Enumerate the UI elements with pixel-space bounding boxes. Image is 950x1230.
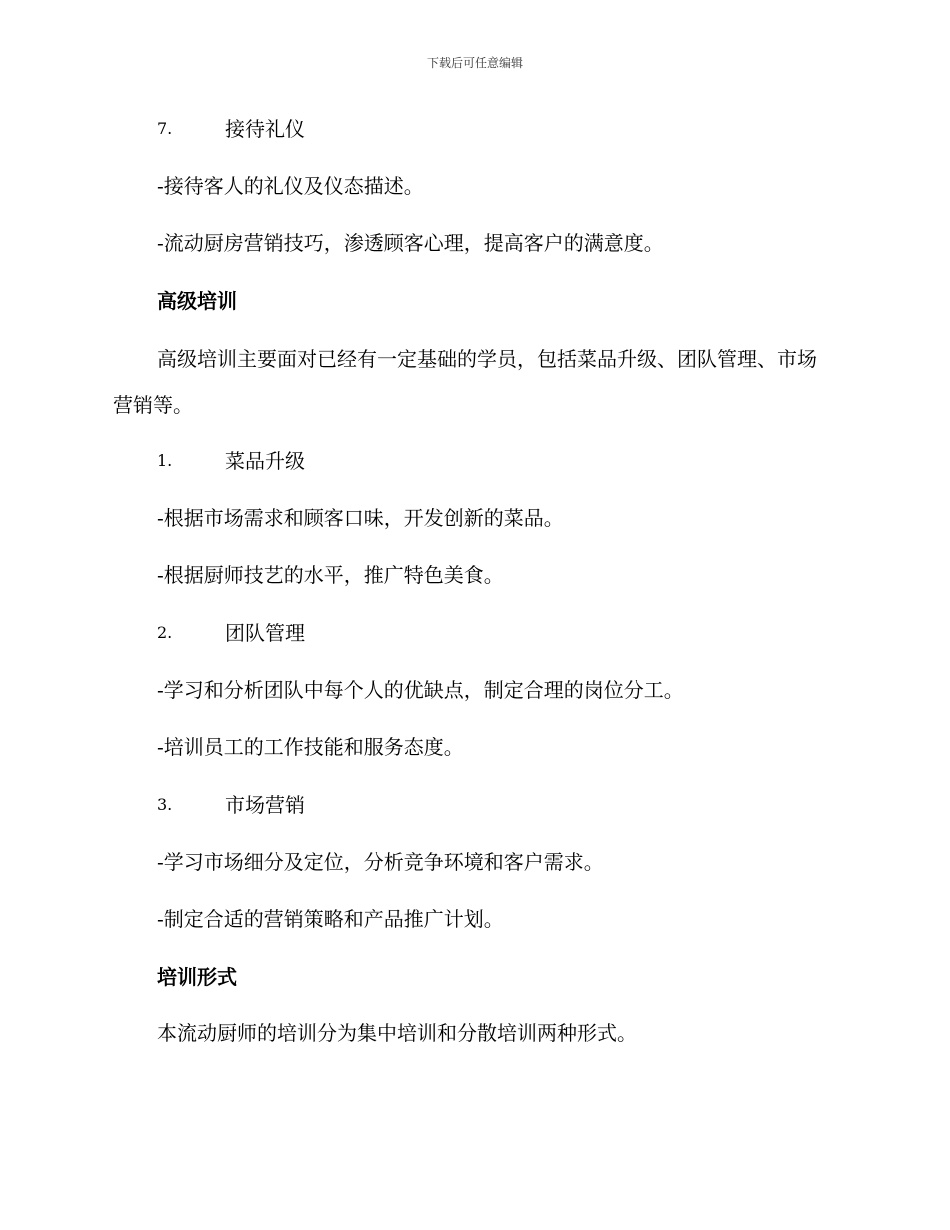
item-title: 团队管理 xyxy=(225,621,305,645)
bullet-line: -根据市场需求和顾客口味，开发创新的菜品。 xyxy=(157,506,564,530)
bullet-line: -接待客人的礼仪及仪态描述。 xyxy=(157,174,424,198)
section-heading: 培训形式 xyxy=(157,965,237,989)
item-number: 3. xyxy=(157,795,173,814)
page-header: 下载后可任意编辑 xyxy=(426,56,523,70)
bullet-line: -流动厨房营销技巧，渗透顾客心理，提高客户的满意度。 xyxy=(157,231,664,255)
paragraph: 本流动厨师的培训分为集中培训和分散培训两种形式。 xyxy=(157,1021,637,1045)
bullet-line: -培训员工的工作技能和服务态度。 xyxy=(157,735,464,759)
paragraph: 高级培训主要面对已经有一定基础的学员，包括菜品升级、团队管理、市场营销等。 xyxy=(113,347,817,417)
bullet-line: -制定合适的营销策略和产品推广计划。 xyxy=(157,907,504,931)
item-title: 市场营销 xyxy=(225,793,305,817)
item-number: 2. xyxy=(157,623,173,642)
bullet-line: -学习市场细分及定位，分析竞争环境和客户需求。 xyxy=(157,850,604,874)
item-title: 菜品升级 xyxy=(225,449,305,473)
section-heading: 高级培训 xyxy=(157,289,237,313)
bullet-line: -学习和分析团队中每个人的优缺点，制定合理的岗位分工。 xyxy=(157,678,684,702)
item-number: 7. xyxy=(157,119,173,138)
item-number: 1. xyxy=(157,451,173,470)
item-title: 接待礼仪 xyxy=(225,117,305,141)
bullet-line: -根据厨师技艺的水平，推广特色美食。 xyxy=(157,563,504,587)
